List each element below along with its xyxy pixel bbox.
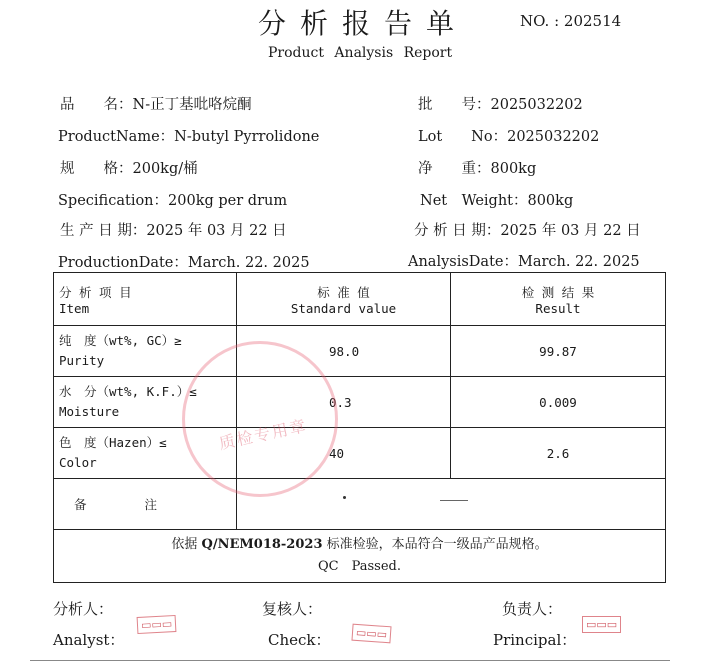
table-row (54, 326, 666, 377)
spec-cn: 规 格：200kg/桶 (60, 161, 198, 177)
table-header-row (54, 273, 666, 326)
table-row (54, 428, 666, 479)
net-weight-en: Net Weight：800kg (420, 193, 574, 209)
check-label-en: Check： (268, 631, 331, 649)
report-number-value: 202514 (563, 12, 622, 30)
row-standard: 98.0 (237, 326, 451, 377)
analysis-table (53, 272, 666, 583)
analysis-date-cn: 分 析 日 期：2025 年 03 月 22 日 (414, 223, 641, 239)
product-name-en: ProductName：N-butyl Pyrrolidone (58, 129, 320, 145)
row-item: 纯 度（wt%, GC）≥ Purity (54, 326, 237, 377)
row-result: 2.6 (451, 428, 666, 479)
remarks-label: 备注 (54, 479, 237, 530)
lot-no-en: Lot No：2025032202 (418, 129, 600, 145)
analyst-signature-stamp: ▭▭▭ (137, 615, 177, 634)
principal-label-cn: 负责人： (502, 600, 563, 618)
seal-stamp (182, 341, 338, 497)
analyst-label-cn: 分析人： (53, 600, 114, 618)
batch-no-cn: 批 号：2025032202 (418, 97, 583, 113)
header-standard: 标 准 值 Standard value (237, 273, 451, 326)
remark-mark (343, 496, 346, 499)
principal-signature-stamp: ▭▭▭ (582, 616, 621, 633)
row-item: 色 度（Hazen）≤ Color (54, 428, 237, 479)
row-standard: 40 (237, 428, 451, 479)
production-date-cn: 生 产 日 期：2025 年 03 月 22 日 (60, 223, 287, 239)
bottom-edge-line (30, 660, 670, 661)
conclusion-en: QC Passed. (317, 559, 401, 574)
row-item: 水 分（wt%, K.F.）≤ Moisture (54, 377, 237, 428)
net-weight-cn: 净 重：800kg (418, 161, 537, 177)
spec-en: Specification：200kg per drum (58, 193, 288, 209)
analyst-label-en: Analyst： (53, 631, 125, 649)
check-signature-stamp: ▭▭▭ (351, 624, 391, 644)
header-result: 检 测 结 果 Result (451, 273, 666, 326)
remarks-row (54, 479, 666, 530)
conclusion-row (54, 530, 666, 583)
report-title: 分析报告单 (258, 7, 469, 40)
row-result: 99.87 (451, 326, 666, 377)
header-item: 分 析 项 目 Item (54, 273, 237, 326)
table-row (54, 377, 666, 428)
conclusion-cn: 依据 Q/NEM018-2023 标准检验，本品符合一级品产品规格。 (171, 537, 548, 552)
check-label-cn: 复核人： (262, 600, 323, 618)
row-standard: 0.3 (237, 377, 451, 428)
report-number: NO. : 202514 (520, 12, 622, 30)
remark-underline (440, 500, 468, 501)
product-name-cn: 品 名：N-正丁基吡咯烷酮 (60, 97, 252, 113)
analysis-date-en: AnalysisDate：March. 22. 2025 (408, 254, 640, 270)
report-subtitle: Product Analysis Report (268, 45, 453, 61)
row-result: 0.009 (451, 377, 666, 428)
principal-label-en: Principal： (493, 631, 577, 649)
seal-stamp-text: 质检专用章 (217, 415, 310, 454)
production-date-en: ProductionDate：March. 22. 2025 (58, 255, 310, 271)
conclusion-cell (54, 530, 666, 583)
remarks-value (237, 479, 666, 530)
